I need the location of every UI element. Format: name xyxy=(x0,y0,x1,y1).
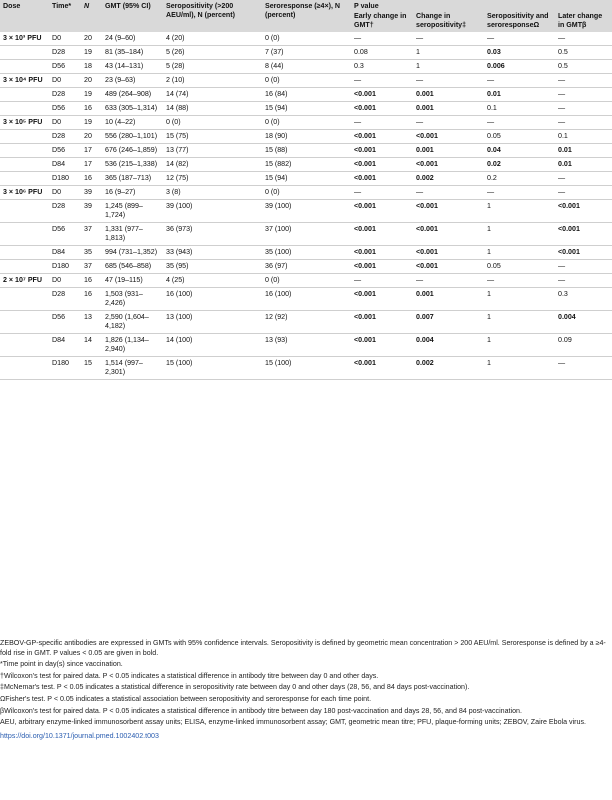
n-cell: 37 xyxy=(81,223,102,246)
header-seropositivity: Seropositivity (>200 AEU/ml), N (percent) xyxy=(163,0,262,32)
change-seropositivity-cell: 0.002 xyxy=(413,357,484,380)
seropositivity-cell: 14 (74) xyxy=(163,88,262,102)
seropositivity-cell: 5 (28) xyxy=(163,60,262,74)
seroresponse-cell: 16 (84) xyxy=(262,88,351,102)
later-change-cell: — xyxy=(555,172,612,186)
seropositivity-cell: 5 (26) xyxy=(163,46,262,60)
change-seropositivity-cell: — xyxy=(413,116,484,130)
dose-cell xyxy=(0,357,49,380)
seroresponse-cell: 15 (88) xyxy=(262,144,351,158)
early-change-cell: — xyxy=(351,274,413,288)
later-change-cell: — xyxy=(555,88,612,102)
gmt-cell: 633 (305–1,314) xyxy=(102,102,163,116)
dose-cell: 3 × 10⁴ PFU xyxy=(0,74,49,88)
n-cell: 17 xyxy=(81,158,102,172)
time-cell: D84 xyxy=(49,246,81,260)
early-change-cell: <0.001 xyxy=(351,144,413,158)
change-seropositivity-cell: 0.004 xyxy=(413,334,484,357)
change-seropositivity-cell: — xyxy=(413,32,484,46)
table-row xyxy=(0,88,612,102)
seropositivity-cell: 15 (100) xyxy=(163,357,262,380)
change-seropositivity-cell: <0.001 xyxy=(413,158,484,172)
dose-cell xyxy=(0,60,49,74)
table-row xyxy=(0,116,612,130)
sero-and-response-cell: 0.2 xyxy=(484,172,555,186)
seroresponse-cell: 18 (90) xyxy=(262,130,351,144)
seroresponse-cell: 16 (100) xyxy=(262,288,351,311)
time-cell: D0 xyxy=(49,186,81,200)
change-seropositivity-cell: 1 xyxy=(413,46,484,60)
seropositivity-cell: 13 (100) xyxy=(163,311,262,334)
table-row xyxy=(0,288,612,311)
early-change-cell: <0.001 xyxy=(351,172,413,186)
time-cell: D28 xyxy=(49,200,81,223)
seroresponse-cell: 0 (0) xyxy=(262,116,351,130)
sero-and-response-cell: 0.006 xyxy=(484,60,555,74)
later-change-cell: — xyxy=(555,116,612,130)
change-seropositivity-cell: — xyxy=(413,274,484,288)
table-row xyxy=(0,311,612,334)
later-change-cell: <0.001 xyxy=(555,246,612,260)
later-change-cell: — xyxy=(555,260,612,274)
sero-and-response-cell: 0.02 xyxy=(484,158,555,172)
table-row xyxy=(0,74,612,88)
gmt-cell: 676 (246–1,859) xyxy=(102,144,163,158)
n-cell: 39 xyxy=(81,200,102,223)
seropositivity-cell: 14 (82) xyxy=(163,158,262,172)
dose-cell xyxy=(0,88,49,102)
n-cell: 17 xyxy=(81,144,102,158)
early-change-cell: <0.001 xyxy=(351,357,413,380)
table-row xyxy=(0,144,612,158)
footnote-time: *Time point in day(s) since vaccination. xyxy=(0,660,123,669)
seroresponse-cell: 15 (94) xyxy=(262,172,351,186)
seroresponse-cell: 36 (97) xyxy=(262,260,351,274)
early-change-cell: <0.001 xyxy=(351,246,413,260)
gmt-cell: 536 (215–1,338) xyxy=(102,158,163,172)
gmt-cell: 365 (187–713) xyxy=(102,172,163,186)
dose-cell xyxy=(0,288,49,311)
seroresponse-cell: 15 (100) xyxy=(262,357,351,380)
sero-and-response-cell: 1 xyxy=(484,288,555,311)
later-change-cell: — xyxy=(555,102,612,116)
table-row xyxy=(0,158,612,172)
later-change-cell: 0.3 xyxy=(555,288,612,311)
n-cell: 16 xyxy=(81,274,102,288)
sero-and-response-cell: — xyxy=(484,186,555,200)
seroresponse-cell: 39 (100) xyxy=(262,200,351,223)
dose-cell xyxy=(0,172,49,186)
time-cell: D28 xyxy=(49,88,81,102)
seroresponse-cell: 35 (100) xyxy=(262,246,351,260)
n-cell: 15 xyxy=(81,357,102,380)
gmt-cell: 556 (280–1,101) xyxy=(102,130,163,144)
dose-cell xyxy=(0,334,49,357)
time-cell: D0 xyxy=(49,32,81,46)
seropositivity-cell: 35 (95) xyxy=(163,260,262,274)
change-seropositivity-cell: 0.001 xyxy=(413,288,484,311)
later-change-cell: 0.5 xyxy=(555,60,612,74)
early-change-cell: <0.001 xyxy=(351,334,413,357)
n-cell: 20 xyxy=(81,32,102,46)
sero-and-response-cell: — xyxy=(484,274,555,288)
seroresponse-cell: 0 (0) xyxy=(262,186,351,200)
gmt-cell: 1,245 (899–1,724) xyxy=(102,200,163,223)
change-seropositivity-cell: <0.001 xyxy=(413,130,484,144)
change-seropositivity-cell: <0.001 xyxy=(413,223,484,246)
early-change-cell: <0.001 xyxy=(351,311,413,334)
header-early-change: Early change in GMT† xyxy=(351,11,413,32)
sero-and-response-cell: 0.05 xyxy=(484,260,555,274)
early-change-cell: 0.3 xyxy=(351,60,413,74)
dose-cell xyxy=(0,260,49,274)
seropositivity-cell: 4 (20) xyxy=(163,32,262,46)
table-row xyxy=(0,200,612,223)
early-change-cell: <0.001 xyxy=(351,288,413,311)
change-seropositivity-cell: <0.001 xyxy=(413,246,484,260)
gmt-cell: 2,590 (1,604–4,182) xyxy=(102,311,163,334)
gmt-cell: 81 (35–184) xyxy=(102,46,163,60)
seropositivity-cell: 14 (100) xyxy=(163,334,262,357)
table-row xyxy=(0,46,612,60)
n-cell: 19 xyxy=(81,88,102,102)
time-cell: D84 xyxy=(49,334,81,357)
change-seropositivity-cell: 0.001 xyxy=(413,144,484,158)
later-change-cell: 0.01 xyxy=(555,144,612,158)
change-seropositivity-cell: 1 xyxy=(413,60,484,74)
sero-and-response-cell: 1 xyxy=(484,223,555,246)
n-cell: 13 xyxy=(81,311,102,334)
early-change-cell: — xyxy=(351,186,413,200)
n-cell: 16 xyxy=(81,102,102,116)
table-row xyxy=(0,172,612,186)
seropositivity-cell: 14 (88) xyxy=(163,102,262,116)
time-cell: D28 xyxy=(49,130,81,144)
seropositivity-cell: 13 (77) xyxy=(163,144,262,158)
n-cell: 19 xyxy=(81,46,102,60)
gmt-cell: 47 (19–115) xyxy=(102,274,163,288)
seroresponse-cell: 0 (0) xyxy=(262,32,351,46)
dose-cell xyxy=(0,246,49,260)
sero-and-response-cell: 1 xyxy=(484,311,555,334)
early-change-cell: <0.001 xyxy=(351,102,413,116)
sero-and-response-cell: 1 xyxy=(484,334,555,357)
dose-cell xyxy=(0,144,49,158)
sero-and-response-cell: 0.03 xyxy=(484,46,555,60)
n-cell: 39 xyxy=(81,186,102,200)
sero-and-response-cell: 1 xyxy=(484,246,555,260)
change-seropositivity-cell: — xyxy=(413,186,484,200)
gmt-cell: 23 (9–63) xyxy=(102,74,163,88)
sero-and-response-cell: 1 xyxy=(484,357,555,380)
header-change-seropositivity: Change in seropositivity‡ xyxy=(413,11,484,32)
later-change-cell: <0.001 xyxy=(555,200,612,223)
later-change-cell: <0.001 xyxy=(555,223,612,246)
footnote-mcnemar: ‡McNemar's test. P < 0.05 indicates a statistical difference in seropositivity rate between day 0 and other days (28, 56, and 84 days post-vaccination). xyxy=(0,683,470,692)
seropositivity-cell: 0 (0) xyxy=(163,116,262,130)
later-change-cell: 0.01 xyxy=(555,158,612,172)
gmt-cell: 1,331 (977–1,813) xyxy=(102,223,163,246)
header-p-value: P value xyxy=(351,0,612,11)
gmt-cell: 24 (9–60) xyxy=(102,32,163,46)
sero-and-response-cell: — xyxy=(484,32,555,46)
footnote-abbreviations: AEU, arbitrary enzyme-linked immunosorbent assay units; ELISA, enzyme-linked immunosorbent assay; GMT, geometric mean titre; PFU, plaque-forming units; ZEBOV, Zaire Ebola virus. xyxy=(0,718,586,727)
dose-cell xyxy=(0,130,49,144)
gmt-cell: 1,503 (931–2,426) xyxy=(102,288,163,311)
gmt-cell: 994 (731–1,352) xyxy=(102,246,163,260)
time-cell: D28 xyxy=(49,288,81,311)
time-cell: D28 xyxy=(49,46,81,60)
dose-cell xyxy=(0,46,49,60)
time-cell: D56 xyxy=(49,311,81,334)
seroresponse-cell: 7 (37) xyxy=(262,46,351,60)
n-cell: 20 xyxy=(81,130,102,144)
time-cell: D180 xyxy=(49,172,81,186)
table-row xyxy=(0,223,612,246)
change-seropositivity-cell: 0.002 xyxy=(413,172,484,186)
n-cell: 16 xyxy=(81,172,102,186)
header-dose: Dose xyxy=(0,0,49,32)
footnote-wilcoxon: †Wilcoxon's test for paired data. P < 0.05 indicates a statistical difference in antibody titre between day 0 and other days. xyxy=(0,671,379,680)
dose-cell xyxy=(0,200,49,223)
later-change-cell: 0.09 xyxy=(555,334,612,357)
seropositivity-cell: 2 (10) xyxy=(163,74,262,88)
sero-and-response-cell: 0.1 xyxy=(484,102,555,116)
seroresponse-cell: 0 (0) xyxy=(262,274,351,288)
table-row xyxy=(0,274,612,288)
time-cell: D84 xyxy=(49,158,81,172)
dose-cell: 3 × 10⁶ PFU xyxy=(0,186,49,200)
table-row xyxy=(0,334,612,357)
table-row xyxy=(0,32,612,46)
gmt-cell: 685 (546–858) xyxy=(102,260,163,274)
sero-and-response-cell: 0.04 xyxy=(484,144,555,158)
sero-and-response-cell: — xyxy=(484,116,555,130)
doi-link[interactable]: https://doi.org/10.1371/journal.pmed.1002402.t003 xyxy=(0,731,159,740)
change-seropositivity-cell: 0.001 xyxy=(413,88,484,102)
footnote-fisher: ΩFisher's test. P < 0.05 indicates a statistical association between seropositivity and seroresponse for each time point. xyxy=(0,694,372,703)
early-change-cell: <0.001 xyxy=(351,260,413,274)
seropositivity-cell: 15 (75) xyxy=(163,130,262,144)
later-change-cell: — xyxy=(555,186,612,200)
seropositivity-cell: 16 (100) xyxy=(163,288,262,311)
sero-and-response-cell: 0.01 xyxy=(484,88,555,102)
sero-and-response-cell: 1 xyxy=(484,200,555,223)
early-change-cell: <0.001 xyxy=(351,223,413,246)
footnote-general: ZEBOV-GP-specific antibodies are expressed in GMTs with 95% confidence intervals. Seropositivity is defined by geometric mean concentration > 200 AEU/ml. Seroresponse is defined by a ≥4-fold rise in GMT. P values < 0.05 are given in bold. xyxy=(0,639,606,657)
sero-and-response-cell: — xyxy=(484,74,555,88)
early-change-cell: 0.08 xyxy=(351,46,413,60)
table-body xyxy=(0,32,612,380)
time-cell: D180 xyxy=(49,357,81,380)
header-seroresponse: Seroresponse (≥4×), N (percent) xyxy=(262,0,351,32)
header-sero-and-response: Seropositivity and seroresponseΩ xyxy=(484,11,555,32)
gmt-cell: 10 (4–22) xyxy=(102,116,163,130)
dose-cell xyxy=(0,158,49,172)
early-change-cell: — xyxy=(351,74,413,88)
n-cell: 16 xyxy=(81,288,102,311)
seroresponse-cell: 15 (882) xyxy=(262,158,351,172)
seropositivity-cell: 33 (943) xyxy=(163,246,262,260)
n-cell: 19 xyxy=(81,116,102,130)
later-change-cell: 0.1 xyxy=(555,130,612,144)
n-cell: 35 xyxy=(81,246,102,260)
table-row xyxy=(0,246,612,260)
change-seropositivity-cell: — xyxy=(413,74,484,88)
time-cell: D56 xyxy=(49,223,81,246)
seroresponse-cell: 8 (44) xyxy=(262,60,351,74)
gmt-cell: 1,514 (997–2,301) xyxy=(102,357,163,380)
seroresponse-cell: 0 (0) xyxy=(262,74,351,88)
header-row xyxy=(0,0,612,11)
time-cell: D0 xyxy=(49,74,81,88)
early-change-cell: <0.001 xyxy=(351,130,413,144)
later-change-cell: — xyxy=(555,32,612,46)
table-row xyxy=(0,186,612,200)
table-row xyxy=(0,102,612,116)
sero-and-response-cell: 0.05 xyxy=(484,130,555,144)
seroresponse-cell: 37 (100) xyxy=(262,223,351,246)
time-cell: D180 xyxy=(49,260,81,274)
seropositivity-cell: 3 (8) xyxy=(163,186,262,200)
later-change-cell: 0.5 xyxy=(555,46,612,60)
gmt-cell: 1,826 (1,134–2,940) xyxy=(102,334,163,357)
change-seropositivity-cell: <0.001 xyxy=(413,260,484,274)
seroresponse-cell: 15 (94) xyxy=(262,102,351,116)
seropositivity-cell: 12 (75) xyxy=(163,172,262,186)
gmt-cell: 16 (9–27) xyxy=(102,186,163,200)
dose-cell: 2 × 10⁷ PFU xyxy=(0,274,49,288)
header-gmt: GMT (95% CI) xyxy=(102,0,163,32)
dose-cell xyxy=(0,223,49,246)
n-cell: 14 xyxy=(81,334,102,357)
time-cell: D56 xyxy=(49,144,81,158)
n-cell: 20 xyxy=(81,74,102,88)
early-change-cell: <0.001 xyxy=(351,200,413,223)
table-row xyxy=(0,130,612,144)
time-cell: D0 xyxy=(49,274,81,288)
table-row xyxy=(0,60,612,74)
seropositivity-cell: 36 (973) xyxy=(163,223,262,246)
seropositivity-cell: 39 (100) xyxy=(163,200,262,223)
header-later-change: Later change in GMTβ xyxy=(555,11,612,32)
header-n: N xyxy=(81,0,102,32)
time-cell: D0 xyxy=(49,116,81,130)
change-seropositivity-cell: 0.007 xyxy=(413,311,484,334)
n-cell: 37 xyxy=(81,260,102,274)
early-change-cell: <0.001 xyxy=(351,158,413,172)
change-seropositivity-cell: <0.001 xyxy=(413,200,484,223)
table-row xyxy=(0,357,612,380)
early-change-cell: — xyxy=(351,32,413,46)
table-footnotes xyxy=(0,639,608,743)
time-cell: D56 xyxy=(49,102,81,116)
later-change-cell: — xyxy=(555,357,612,380)
dose-cell xyxy=(0,311,49,334)
time-cell: D56 xyxy=(49,60,81,74)
seropositivity-cell: 4 (25) xyxy=(163,274,262,288)
later-change-cell: — xyxy=(555,74,612,88)
early-change-cell: — xyxy=(351,116,413,130)
seroresponse-cell: 12 (92) xyxy=(262,311,351,334)
later-change-cell: — xyxy=(555,274,612,288)
later-change-cell: 0.004 xyxy=(555,311,612,334)
footnote-wilcoxon-later: βWilcoxon's test for paired data. P < 0.05 indicates a statistical difference in antibody titre between day 180 post-vaccination and days 28, 56, and 84 post-vaccination. xyxy=(0,706,522,715)
dose-cell: 3 × 10³ PFU xyxy=(0,32,49,46)
header-time: Time* xyxy=(49,0,81,32)
results-table xyxy=(0,0,612,380)
dose-cell: 3 × 10⁵ PFU xyxy=(0,116,49,130)
gmt-cell: 489 (264–908) xyxy=(102,88,163,102)
early-change-cell: <0.001 xyxy=(351,88,413,102)
dose-cell xyxy=(0,102,49,116)
n-cell: 18 xyxy=(81,60,102,74)
seroresponse-cell: 13 (93) xyxy=(262,334,351,357)
table-row xyxy=(0,260,612,274)
gmt-cell: 43 (14–131) xyxy=(102,60,163,74)
change-seropositivity-cell: 0.001 xyxy=(413,102,484,116)
